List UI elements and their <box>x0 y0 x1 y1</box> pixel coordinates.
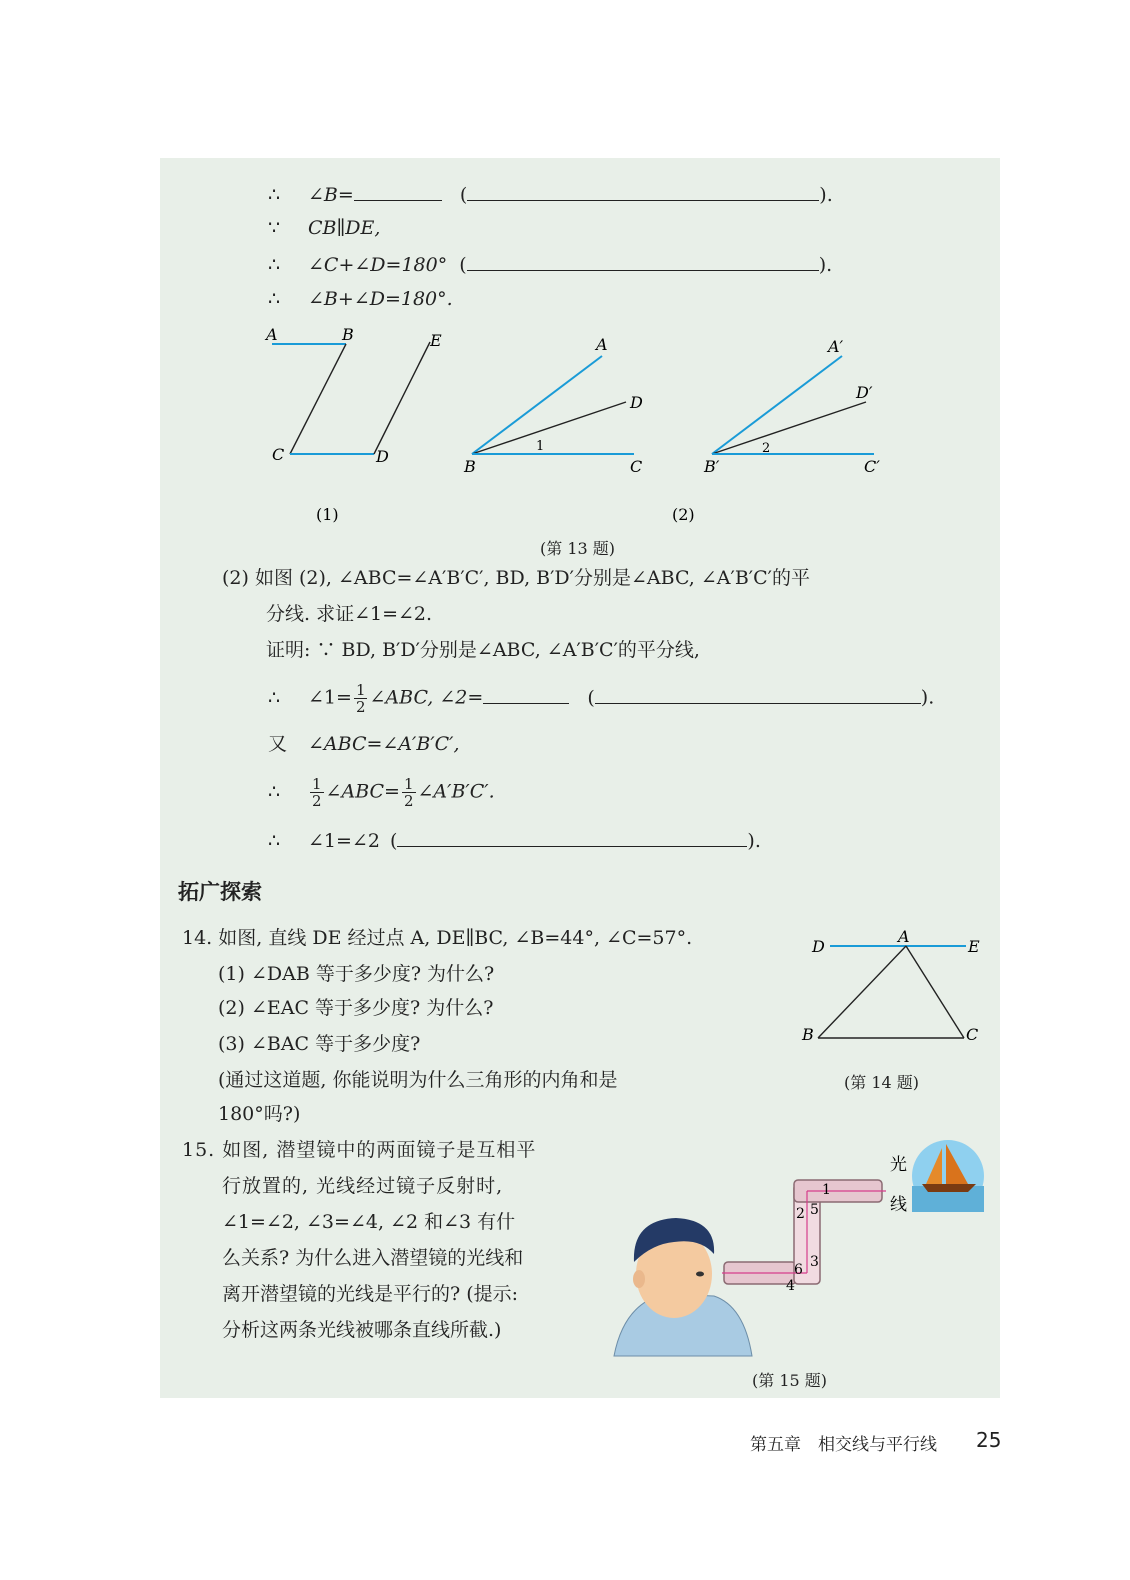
numerator: 1 <box>355 681 366 699</box>
numerator: 1 <box>403 775 414 793</box>
line-bc <box>290 344 346 454</box>
q14-line-1: 14. 如图, 直线 DE 经过点 A, DE∥BC, ∠B=44°, ∠C=57°. <box>182 927 693 949</box>
page-number: 25 <box>976 1428 1002 1452</box>
q13-2-line-4 <box>268 682 934 715</box>
label-c: C <box>630 457 643 476</box>
proof-line-2 <box>268 216 380 240</box>
therefore-symbol: ∴ <box>268 288 281 310</box>
label-c: C <box>966 1025 979 1044</box>
numerator: 1 <box>312 775 322 793</box>
therefore-symbol: ∴ <box>268 780 281 803</box>
fraction-half <box>354 682 368 715</box>
q13-2-line-7 <box>268 828 761 853</box>
label-c: C <box>272 445 285 464</box>
label-a: A <box>596 335 608 354</box>
close-paren: ). <box>747 830 761 852</box>
ray-b-prime-d-prime <box>712 402 866 454</box>
angle-abc-text: ∠ABC, ∠2= <box>369 686 484 709</box>
ray-label: 线 <box>890 1195 907 1215</box>
angle-1-label: 1 <box>822 1182 831 1198</box>
figure-14 <box>800 926 1000 1056</box>
reason-blank[interactable] <box>397 828 747 847</box>
angle-sum-conclusion: ∠B+∠D=180°. <box>308 288 453 310</box>
label-d: D <box>630 393 643 412</box>
angle-1-eq: ∠1= <box>308 686 352 709</box>
angle-abc-eq: ∠ABC= <box>325 780 400 803</box>
proof-line-3 <box>268 252 832 277</box>
section-heading: 拓广探索 <box>178 880 262 904</box>
q14-line-2: (1) ∠DAB 等于多少度? 为什么? <box>218 963 495 985</box>
label-e: E <box>430 331 442 350</box>
figure-13 <box>250 320 910 530</box>
angle-2-label: 2 <box>796 1206 805 1222</box>
reason-blank[interactable] <box>467 252 819 271</box>
angle-3-label: 3 <box>810 1254 819 1270</box>
q15-line-6: 分析这两条光线被哪条直线所截.) <box>222 1319 502 1341</box>
angle-abc-prime-text: ∠A′B′C′. <box>417 780 495 803</box>
answer-blank[interactable] <box>354 182 442 201</box>
ray-b-prime-a-prime <box>712 356 842 454</box>
line-ab <box>818 946 906 1038</box>
angle-sum-text: ∠C+∠D=180° <box>308 254 448 276</box>
open-paren: ( <box>587 686 595 709</box>
label-d-prime: D′ <box>856 383 873 402</box>
open-paren: ( <box>459 254 467 276</box>
sailboat-icon <box>912 1140 984 1212</box>
q15-line-5: 离开潜望镜的光线是平行的? (提示: <box>222 1283 519 1305</box>
label-d: D <box>376 447 389 466</box>
reason-blank[interactable] <box>467 182 819 201</box>
label-e: E <box>968 937 980 956</box>
q14-line-5: (通过这道题, 你能说明为什么三角形的内角和是 <box>218 1069 618 1091</box>
subfig-1-label: (1) <box>316 505 339 524</box>
close-paren: ). <box>819 184 833 206</box>
label-a: A <box>898 927 910 946</box>
close-paren: ). <box>920 686 935 709</box>
proof-line-1 <box>268 182 833 207</box>
line-de <box>374 342 430 454</box>
fraction-half <box>402 776 416 809</box>
angle-4-label: 4 <box>786 1278 795 1294</box>
answer-blank[interactable] <box>483 685 569 704</box>
line-ac <box>906 946 964 1038</box>
chapter-title: 第五章 相交线与平行线 <box>750 1435 937 1455</box>
label-d: D <box>812 937 825 956</box>
therefore-symbol: ∴ <box>268 686 281 709</box>
open-paren: ( <box>459 184 468 206</box>
label-a-prime: A′ <box>828 337 844 356</box>
figure-15-caption: (第 15 题) <box>752 1371 828 1390</box>
label-b-prime: B′ <box>704 457 720 476</box>
angle-1-label: 1 <box>536 439 545 454</box>
light-label: 光 <box>890 1155 907 1175</box>
q13-2-line-3: 证明: ∵ BD, B′D′分别是∠ABC, ∠A′B′C′的平分线, <box>266 639 700 661</box>
boy-illustration <box>614 1218 752 1356</box>
figure-14-caption: (第 14 题) <box>844 1073 920 1092</box>
therefore-symbol: ∴ <box>268 830 281 852</box>
angle-2-label: 2 <box>762 441 771 456</box>
q14-line-4: (3) ∠BAC 等于多少度? <box>218 1033 421 1055</box>
subfig-2-label: (2) <box>672 505 695 524</box>
q14-line-3: (2) ∠EAC 等于多少度? 为什么? <box>218 997 494 1019</box>
denominator: 2 <box>312 792 322 810</box>
q15-line-1: 15. 如图, 潜望镜中的两面镜子是互相平 <box>182 1139 537 1161</box>
also-symbol: 又 <box>268 733 288 755</box>
therefore-symbol: ∴ <box>268 254 281 276</box>
therefore-symbol: ∴ <box>268 184 281 206</box>
open-paren: ( <box>389 830 398 852</box>
denominator: 2 <box>355 698 366 716</box>
label-a: A <box>266 325 278 344</box>
angle-equal-text: ∠ABC=∠A′B′C′, <box>308 733 460 755</box>
q13-2-line-2: 分线. 求证∠1=∠2. <box>266 603 433 625</box>
q13-2-line-5 <box>268 732 460 756</box>
q13-2-line-6 <box>268 776 495 809</box>
label-b: B <box>802 1025 814 1044</box>
label-b: B <box>464 457 476 476</box>
q14-line-6: 180°吗?) <box>218 1103 301 1125</box>
label-c-prime: C′ <box>864 457 880 476</box>
angle-1-eq-2: ∠1=∠2 <box>308 830 380 852</box>
periscope-illustration <box>604 1134 990 1360</box>
proof-line-4 <box>268 287 453 311</box>
angle-6-label: 6 <box>794 1262 803 1278</box>
q15-line-3: ∠1=∠2, ∠3=∠4, ∠2 和∠3 有什 <box>222 1211 516 1233</box>
close-paren: ). <box>818 254 833 276</box>
angle-5-label: 5 <box>810 1202 819 1218</box>
fraction-half <box>310 776 324 809</box>
q15-line-4: 么关系? 为什么进入潜望镜的光线和 <box>222 1247 524 1269</box>
reason-blank[interactable] <box>595 685 921 704</box>
figure-13-caption: (第 13 题) <box>540 539 616 558</box>
label-b: B <box>342 325 354 344</box>
q15-line-2: 行放置的, 光线经过镜子反射时, <box>222 1175 504 1197</box>
denominator: 2 <box>403 792 414 810</box>
q13-2-line-1: (2) 如图 (2), ∠ABC=∠A′B′C′, BD, B′D′分别是∠ABC, ∠A′B′C′的平 <box>222 567 810 589</box>
angle-b-text: ∠B= <box>308 184 354 206</box>
ray-bd <box>472 402 626 454</box>
because-symbol: ∵ <box>268 217 281 239</box>
periscope-icon <box>722 1180 886 1284</box>
cb-parallel-de: CB∥DE, <box>308 217 381 239</box>
